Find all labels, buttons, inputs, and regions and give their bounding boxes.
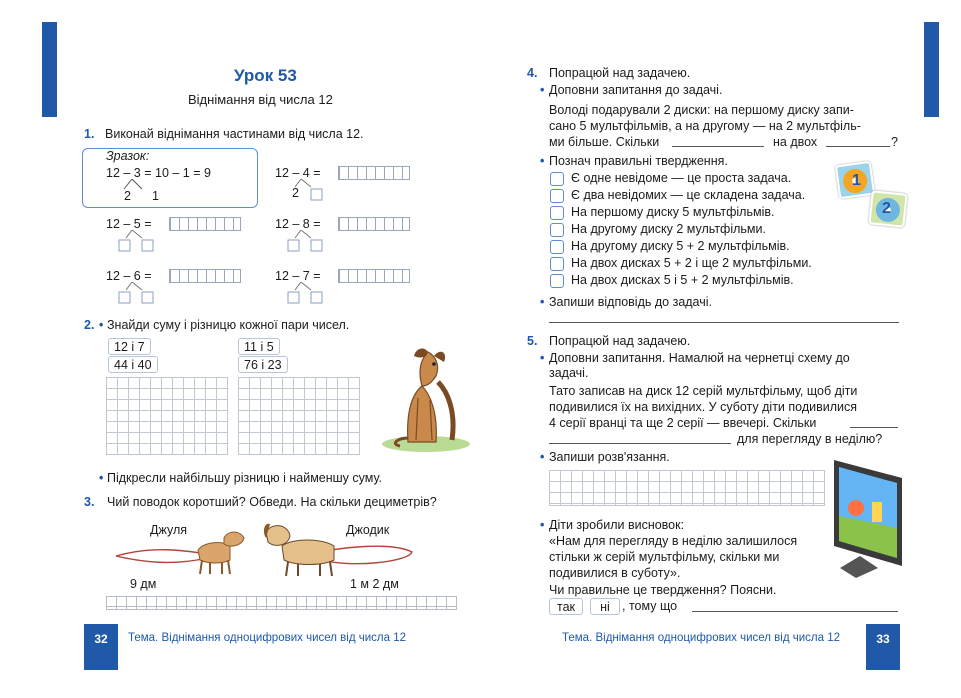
task2-note: Підкресли найбільшу різницю і найменшу суму. [107,471,382,485]
task4-line1: Володі подарували 2 диски: на першому диску запи- [549,103,854,117]
right-footer-topic: Тема. Віднімання одноцифрових чисел від числа 12 [562,632,840,644]
answer-no-button[interactable]: ні [590,598,620,615]
task5-b2: Запиши розв'язання. [549,450,670,464]
task1-text: Виконай віднімання частинами від числа 12. [105,127,364,141]
right-page-number: 33 [866,624,900,670]
task4-fill-blank-2[interactable] [826,146,890,147]
task5-b2-bullet: • [540,450,545,464]
leash1-length: 9 дм [130,577,157,591]
task5-fill-blank-1[interactable] [850,427,898,428]
task4-b1: Доповни запитання до задачі. [549,83,723,97]
statement-5: На другому диску 5 + 2 мультфільмів. [571,239,790,253]
task2-grid-right[interactable] [238,377,360,455]
answer-cells-12-6[interactable] [169,269,241,283]
task5-text: Попрацюй над задачею. [549,334,691,348]
task1-number: 1. [84,127,95,141]
task4-fill-blank-1[interactable] [672,146,764,147]
tv-illustration [828,456,906,583]
task5-solution-grid[interactable] [549,470,825,506]
task2-number: 2. [84,318,95,332]
split-boxes-12-8[interactable] [285,230,335,256]
task5-line2: подивилися їх на вихідних. У суботу діти подивилися [549,400,858,414]
statement-2: Є два невідомих — це складена задача. [571,188,806,202]
task5-quote1: «Нам для перегляду в неділю залишилося [549,534,798,548]
task5-b1-bullet: • [540,351,545,365]
expr-12-minus-8: 12 – 8 = [275,217,321,231]
task5-line3: 4 серії вранці та ще 2 серії — ввечері. Скільки [549,416,817,430]
task3-number: 3. [84,495,95,509]
left-page-number: 32 [84,624,118,670]
statement-checkbox-1[interactable] [550,172,564,186]
sample-expression: 12 – 3 = 10 – 1 = 9 [106,166,211,180]
task5-b3-bullet: • [540,518,545,532]
statement-4: На другому диску 2 мультфільми. [571,222,766,236]
expr-12-minus-6: 12 – 6 = [106,269,152,283]
task4-line3c: ? [891,135,898,149]
expr-12-minus-5: 12 – 5 = [106,217,152,231]
statement-checkbox-2[interactable] [550,189,564,203]
task2-grid-left[interactable] [106,377,228,455]
split-lines-12-4 [285,179,325,209]
statement-checkbox-7[interactable] [550,274,564,288]
task4-line2: сано 5 мультфільмів, а на другому — на 2 мультфіль- [549,119,861,133]
task5-quote2: стільки ж серій мультфільму, скільки ми [549,550,780,564]
sitting-dog-illustration [378,342,474,457]
task4-b1-bullet: • [540,83,545,97]
task5-b1a: Доповни запитання. Намалюй на чернетці схему до [549,351,850,365]
task2-note-bullet: • [99,471,104,485]
task3-text: Чий поводок коротший? Обведи. На скільки дециметрів? [107,495,437,509]
statement-7: На двох дисках 5 і 5 + 2 мультфільмів. [571,273,794,287]
task5-line1: Тато записав на диск 12 серій мультфільму, щоб діти [549,384,858,398]
task4-line3a: ми більше. Скільки [549,135,660,149]
expr-12-minus-7: 12 – 7 = [275,269,321,283]
disc-1-label: 1 [852,172,861,189]
task5-line4: для перегляду в неділю? [737,432,883,446]
task4-b3-bullet: • [540,295,545,309]
statement-6: На двох дисках 5 + 2 і ще 2 мультфільми. [571,256,812,270]
left-page-tab [42,22,57,117]
answer-cells-12-5[interactable] [169,217,241,231]
leashes-illustration[interactable] [112,516,422,581]
pair-76-23: 76 і 23 [238,356,288,373]
statement-checkbox-6[interactable] [550,257,564,271]
disc-2-label: 2 [882,200,891,217]
task3-answer-grid[interactable] [106,596,457,610]
statement-1: Є одне невідоме — це проста задача. [571,171,792,185]
task5-b1b: задачі. [549,366,589,380]
hint-12-4: 2 [292,186,299,200]
task5-question: Чи правильне це твердження? Поясни. [549,583,777,597]
dog2-name: Джодик [346,523,390,537]
lesson-title: Урок 53 [234,66,297,85]
statement-3: На першому диску 5 мультфільмів. [571,205,775,219]
statement-checkbox-5[interactable] [550,240,564,254]
lesson-subtitle: Віднімання від числа 12 [188,92,333,107]
split-boxes-12-6[interactable] [116,282,166,308]
pair-44-40: 44 і 40 [108,356,158,373]
task2-text: Знайди суму і різницю кожної пари чисел. [107,318,350,332]
pair-12-7: 12 і 7 [108,338,151,355]
task4-b2-bullet: • [540,154,545,168]
task5-fill-blank-2[interactable] [549,443,731,444]
task5-quote3: подивилися в суботу». [549,566,681,580]
statement-checkbox-3[interactable] [550,206,564,220]
right-page-tab [924,22,939,117]
task4-text: Попрацюй над задачею. [549,66,691,80]
task5-explanation-line[interactable] [692,611,898,612]
task4-answer-line[interactable] [549,322,899,323]
left-footer-topic: Тема. Віднімання одноцифрових чисел від числа 12 [128,632,406,644]
task4-b3: Запиши відповідь до задачі. [549,295,713,309]
answer-cells-12-4[interactable] [338,166,410,180]
because-label: , тому що [622,599,678,613]
sample-label: Зразок: [106,149,150,163]
task5-number: 5. [527,334,538,348]
leash2-length: 1 м 2 дм [350,577,399,591]
task5-b3: Діти зробили висновок: [549,518,685,532]
sample-part-2: 1 [152,189,159,203]
task4-number: 4. [527,66,538,80]
answer-cells-12-7[interactable] [338,269,410,283]
task4-b2: Познач правильні твердження. [549,154,728,168]
split-boxes-12-7[interactable] [285,282,335,308]
sample-part-1: 2 [124,189,131,203]
task4-line3b: на двох [773,135,818,149]
task2-bullet: • [99,318,104,332]
pair-11-5: 11 і 5 [238,338,280,355]
split-boxes-12-5[interactable] [116,230,166,256]
statement-checkbox-4[interactable] [550,223,564,237]
answer-yes-button[interactable]: так [549,598,583,615]
answer-cells-12-8[interactable] [338,217,410,231]
expr-12-minus-4: 12 – 4 = [275,166,321,180]
dog1-name: Джуля [150,523,188,537]
